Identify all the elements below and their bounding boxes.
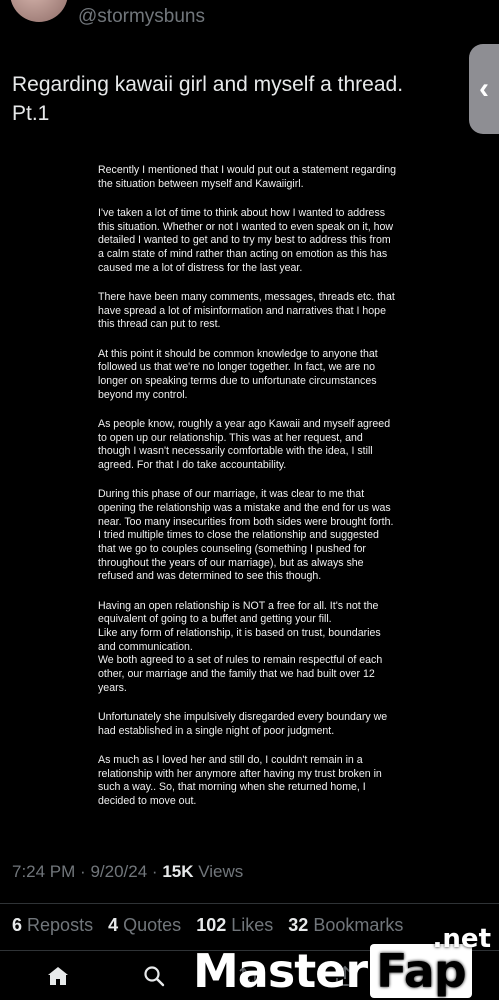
side-panel-toggle[interactable] <box>469 44 499 134</box>
attachment-paragraph: During this phase of our marriage, it was clear to me that opening the relationship was a mistake and the end for us was near. Too many insecurities from both sides were brought forth. I tried multiple times to close the relationship and suggested that we go to couples counseling (something I pushed for throughout the years of our marriage), but as always she refused and was determined to see this though. <box>98 488 394 583</box>
attachment-paragraph: As much as I loved her and still do, I couldn't remain in a relationship with her anymore after having my trust broken in such a way.. So, that morning when she returned home, I decided to move out. <box>98 753 382 808</box>
home-icon[interactable] <box>45 963 71 989</box>
meta-separator: · <box>80 862 86 881</box>
attachment-paragraph: There have been many comments, messages, threads etc. that have spread a lot of misinformation and narratives that I hope this thread can put to rest. <box>98 290 395 331</box>
meta-separator: · <box>151 862 158 881</box>
likes-count: 102 <box>196 915 227 935</box>
quotes-label: Quotes <box>123 915 182 935</box>
bookmarks-count: 32 <box>288 915 309 935</box>
attachment-paragraph: As people know, roughly a year ago Kawaii and myself agreed to open up our relationship. This was at her request, and though I wasn't necessarily comfortable with the idea, I still agreed. For that I do take accountability. <box>98 417 391 471</box>
tweet-time: 7:24 PM <box>12 862 76 881</box>
watermark-suffix: .net <box>432 924 491 954</box>
attachment-paragraph: At this point it should be common knowledge to anyone that followed us that we're no longer together. In fact, we are no longer on speaking terms due to unfortunate circumstances beyond my control. <box>98 347 378 401</box>
likes-label: Likes <box>231 915 274 935</box>
bookmarks-label: Bookmarks <box>313 915 404 935</box>
search-icon[interactable] <box>141 963 167 989</box>
chevron-left-icon: ‹ <box>479 72 489 105</box>
views-label: Views <box>198 862 244 881</box>
divider <box>0 903 499 904</box>
attachment-paragraph: Unfortunately she impulsively disregarded every boundary we had established in a single night of poor judgment. <box>98 711 388 737</box>
attachment-paragraph: Recently I mentioned that I would put out a statement regarding the situation between myself and Kawaiigirl. <box>98 164 396 190</box>
tweet-date: 9/20/24 <box>90 862 148 881</box>
reposts-label: Reposts <box>27 915 94 935</box>
attachment-paragraph: I've taken a lot of time to think about how I wanted to address this situation. Whether or not I wanted to even speak on it, how detailed I wanted to get and to try my best to address this from a calm state of mind rather than acting on emotion as this has caused me a lot of distress for the last year. <box>98 206 394 274</box>
watermark-main: Master <box>193 944 368 998</box>
tweet-text: Regarding kawaii girl and myself a thread. Pt.1 <box>12 73 404 125</box>
watermark-text <box>193 944 472 998</box>
attachment-paragraph: Having an open relationship is NOT a free for all. It's not the equivalent of going to a buffet and getting your fill. Like any form of relationship, it is based on trust, boundaries and communication. We both agreed to a set of rules to remain respectful of each other, our marriage and the family that we had built over 12 years. <box>98 599 383 694</box>
avatar[interactable] <box>10 0 68 22</box>
author-handle[interactable]: @stormysbuns <box>78 6 205 27</box>
tweet-meta <box>12 862 243 882</box>
attached-image[interactable] <box>74 140 429 852</box>
reposts-stat[interactable] <box>12 915 98 935</box>
quotes-count: 4 <box>108 915 119 935</box>
reposts-count: 6 <box>12 915 23 935</box>
quotes-stat[interactable] <box>108 915 186 935</box>
views-count[interactable]: 15K <box>162 862 194 881</box>
watermark-highlight: Fap <box>370 944 472 998</box>
